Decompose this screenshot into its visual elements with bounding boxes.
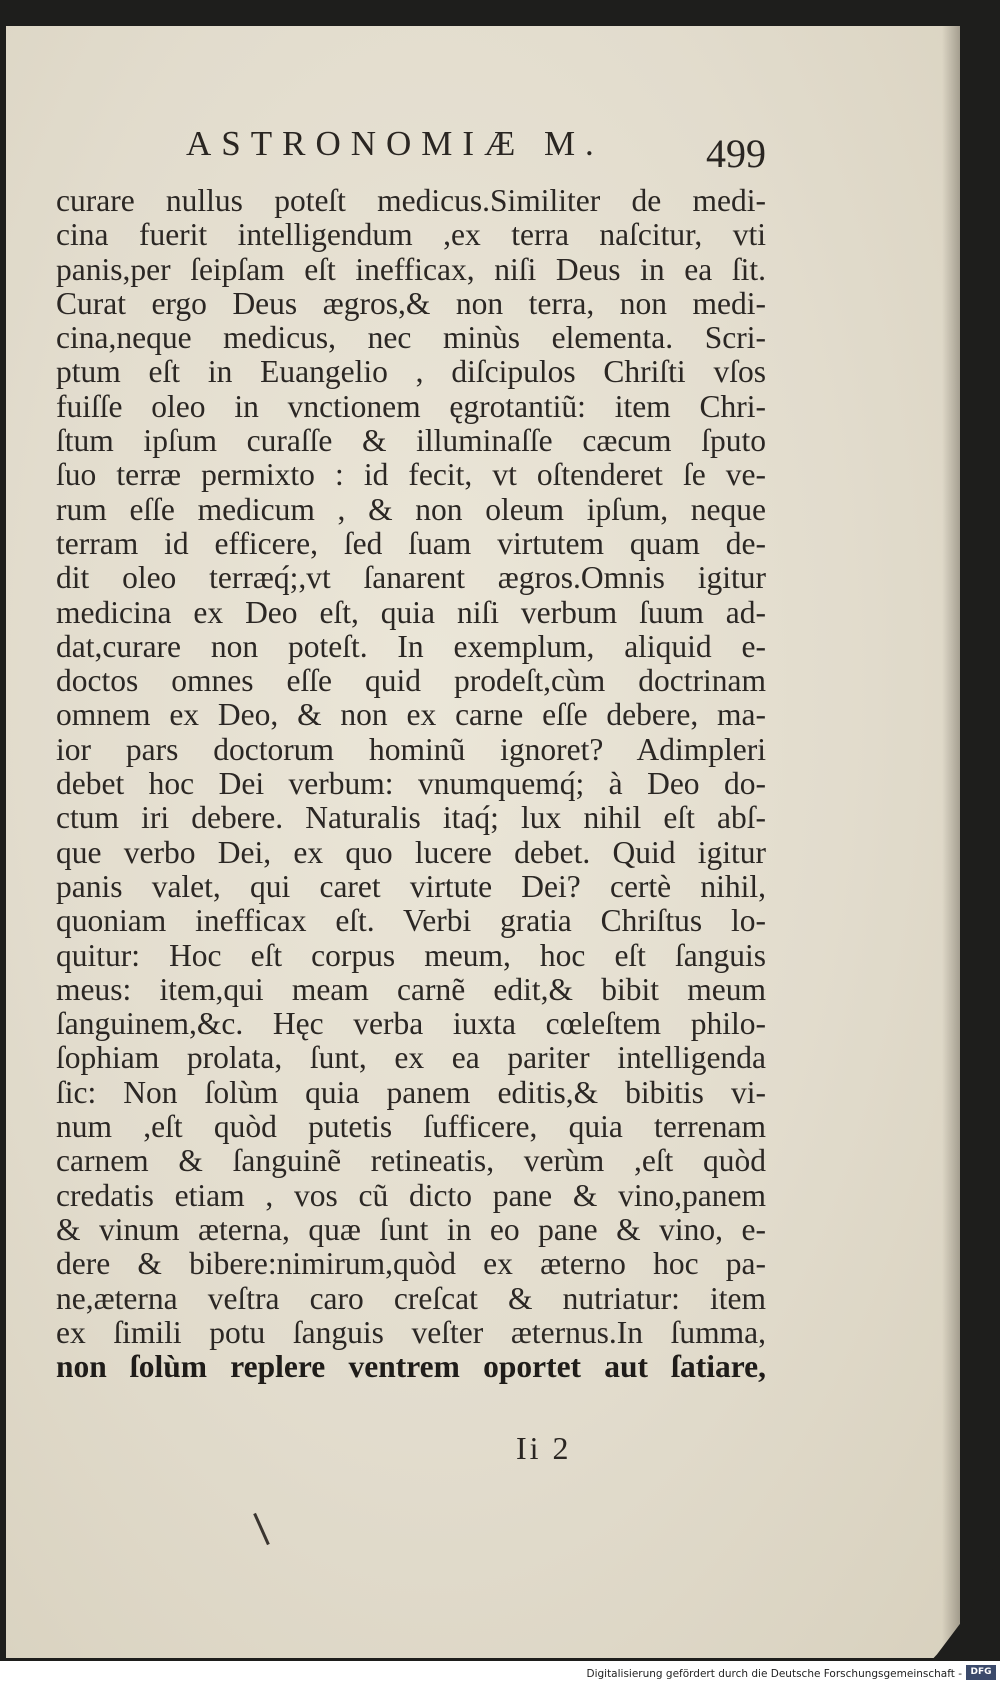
signature-mark: Ii 2 <box>516 1430 572 1466</box>
text-line: quitur: Hoc eſt corpus meum, hoc eſt ſanguis <box>56 937 766 973</box>
book-page <box>6 26 960 1658</box>
text-line: medicina ex Deo eſt, quia niſi verbum ſuum ad- <box>56 594 766 630</box>
text-line: ſtum ipſum curaſſe & illuminaſſe cæcum ſputo <box>56 423 766 459</box>
text-line: que verbo Dei, ex quo lucere debet. Quid igitur <box>56 834 766 870</box>
text-line: ſuo terræ permixto : id fecit, vt oſtenderet ſe ve- <box>56 457 766 493</box>
text-line: doctos omnes eſſe quid prodeſt,cùm doctrinam <box>56 663 766 699</box>
text-line: credatis etiam , vos cũ dicto pane & vino,panem <box>56 1177 766 1213</box>
text-line: non ſolùm replere ventrem oportet aut ſatiare, <box>56 1349 766 1385</box>
text-line: ex ſimili potu ſanguis veſter æternus.In ſumma, <box>56 1314 766 1350</box>
digitization-footer <box>0 1661 1000 1683</box>
text-line: cina fuerit intelligendum ,ex terra naſcitur, vti <box>56 217 766 253</box>
text-line: meus: item,qui meam carnẽ edit,& bibit meum <box>56 971 766 1007</box>
body-text <box>56 184 766 1384</box>
text-line: terram id efficere, ſed ſuam virtutem quam de- <box>56 525 766 561</box>
text-line: carnem & ſanguinẽ retineatis, verùm ,eſt quòd <box>56 1143 766 1179</box>
text-line: dit oleo terræq́;,vt ſanarent ægros.Omnis igitur <box>56 560 766 596</box>
text-line: ſophiam prolata, ſunt, ex ea pariter intelligenda <box>56 1040 766 1076</box>
text-line: dat,curare non poteſt. In exemplum, aliquid e- <box>56 628 766 664</box>
running-head: ASTRONOMIÆ M. <box>186 124 604 163</box>
text-line: Curat ergo Deus ægros,& non terra, non medi- <box>56 285 766 321</box>
footer-credit: Digitalisierung gefördert durch die Deutsche Forschungsgemeinschaft - <box>586 1668 962 1680</box>
text-line: panis,per ſeipſam eſt inefficax, niſi Deus in ea ſit. <box>56 251 766 287</box>
text-line: num ,eſt quòd putetis ſufficere, quia terrenam <box>56 1109 766 1145</box>
text-line: ne,æterna veſtra caro creſcat & nutriatur: item <box>56 1280 766 1316</box>
text-line: omnem ex Deo, & non ex carne eſſe debere, ma- <box>56 697 766 733</box>
ink-mark <box>253 1513 270 1545</box>
text-line: ſanguinem,&c. Hęc verba iuxta cœleſtem philo- <box>56 1006 766 1042</box>
page-number: 499 <box>706 131 766 176</box>
text-line: fuiſſe oleo in vnctionem ęgrotantiũ: item Chri- <box>56 388 766 424</box>
text-line: cina,neque medicus, nec minùs elementa. Scri- <box>56 320 766 356</box>
text-line: debet hoc Dei verbum: vnumquemq́; à Deo do- <box>56 766 766 802</box>
page-edge-shadow <box>942 26 960 1658</box>
text-line: & vinum æterna, quæ ſunt in eo pane & vino, e- <box>56 1211 766 1247</box>
dfg-logo-icon: DFG <box>966 1665 996 1680</box>
text-line: ſic: Non ſolùm quia panem editis,& bibitis vi- <box>56 1074 766 1110</box>
text-line: rum eſſe medicum , & non oleum ipſum, neque <box>56 491 766 527</box>
text-line: ctum iri debere. Naturalis itaq́; lux nihil eſt abſ- <box>56 800 766 836</box>
text-line: ior pars doctorum hominũ ignoret? Adimpleri <box>56 731 766 767</box>
text-line: ptum eſt in Euangelio , diſcipulos Chriſti vſos <box>56 354 766 390</box>
text-line: dere & bibere:nimirum,quòd ex æterno hoc pa- <box>56 1246 766 1282</box>
text-line: curare nullus poteſt medicus.Similiter de medi- <box>56 183 766 218</box>
text-line: panis valet, qui caret virtute Dei? certè nihil, <box>56 868 766 904</box>
text-line: quoniam inefficax eſt. Verbi gratia Chriſtus lo- <box>56 903 766 939</box>
